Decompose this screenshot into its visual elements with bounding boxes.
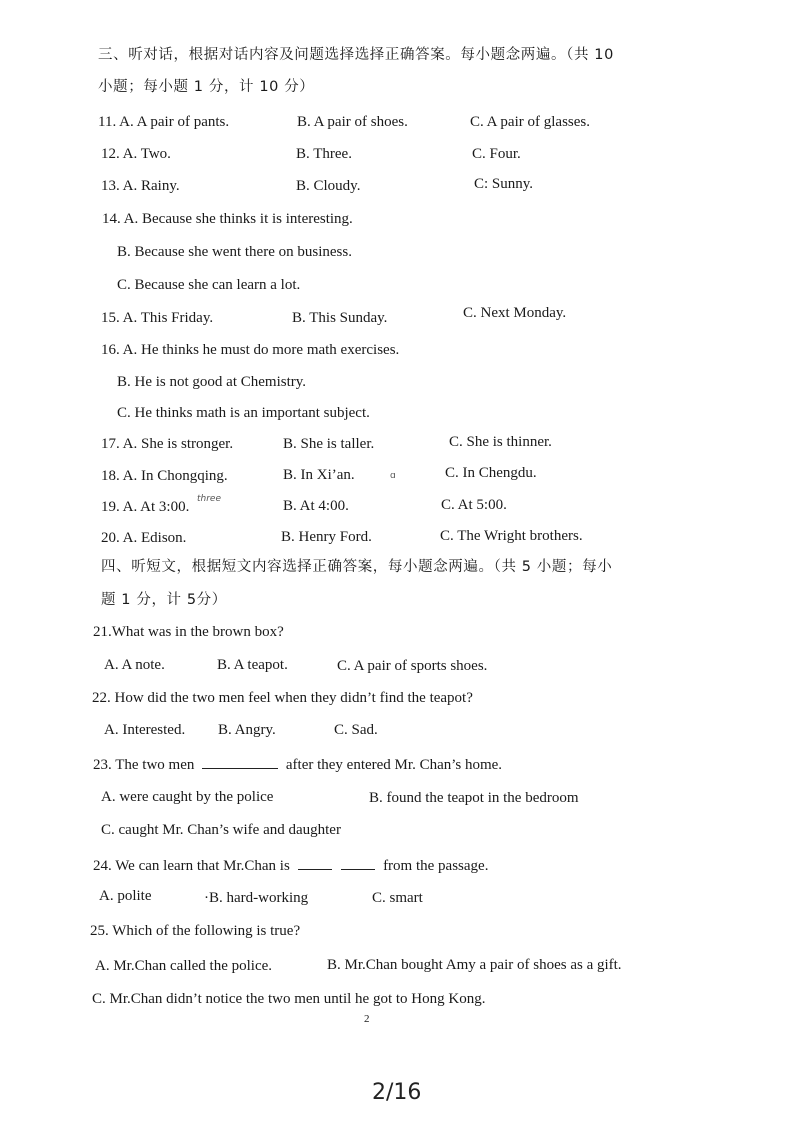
q24-question xyxy=(93,855,488,876)
q17-option-a: 17. A. She is stronger. xyxy=(101,436,234,452)
q15-option-c: C. Next Monday. xyxy=(463,305,567,321)
q21-option-a: A. A note. xyxy=(104,657,165,673)
q20-option-a: 20. A. Edison. xyxy=(101,530,187,546)
q12-option-c: C. Four. xyxy=(472,146,521,162)
q23-option-c: C. caught Mr. Chan’s wife and daughter xyxy=(101,822,341,838)
q23-question xyxy=(93,754,502,775)
q20-option-c: C. The Wright brothers. xyxy=(440,528,583,544)
q11-option-a: 11. A. A pair of pants. xyxy=(98,114,230,130)
q16-option-a: 16. A. He thinks he must do more math exercises. xyxy=(101,342,400,358)
q24-option-b: ·B. hard-working xyxy=(204,890,309,906)
q19-handwritten-note: three xyxy=(197,494,222,504)
q16-option-b: B. He is not good at Chemistry. xyxy=(117,374,307,390)
q17-option-b: B. She is taller. xyxy=(283,436,375,452)
q24-answer-blank-1 xyxy=(298,855,332,870)
q21-option-b: B. A teapot. xyxy=(217,657,288,673)
q14-option-c: C. Because she can learn a lot. xyxy=(117,277,301,293)
q12-option-b: B. Three. xyxy=(296,146,352,162)
stray-mark: ɑ xyxy=(390,471,396,481)
q24-question-end: from the passage. xyxy=(383,858,489,874)
q23-option-a: A. were caught by the police xyxy=(101,789,274,805)
q13-option-a: 13. A. Rainy. xyxy=(101,178,180,194)
q13-option-b: B. Cloudy. xyxy=(296,178,361,194)
q15-option-a: 15. A. This Friday. xyxy=(101,310,214,326)
q24-question-start: 24. We can learn that Mr.Chan is xyxy=(93,858,290,874)
q11-option-b: B. A pair of shoes. xyxy=(297,114,408,130)
q23-question-start: 23. The two men xyxy=(93,757,195,773)
q22-option-b: B. Angry. xyxy=(218,722,276,738)
q24-answer-blank-2 xyxy=(341,855,375,870)
q25-question: 25. Which of the following is true? xyxy=(90,923,301,939)
section4-heading-line1: 四、听短文，根据短文内容选择正确答案，每小题念两遍。（共 5 小题；每小 xyxy=(101,559,613,575)
q18-option-a: 18. A. In Chongqing. xyxy=(101,468,228,484)
q25-option-c: C. Mr.Chan didn’t notice the two men until he got to Hong Kong. xyxy=(92,991,486,1007)
q19-option-a: 19. A. At 3:00. xyxy=(101,499,190,515)
q18-option-c: C. In Chengdu. xyxy=(445,465,537,481)
q11-option-c: C. A pair of glasses. xyxy=(470,114,590,130)
q18-option-b: B. In Xi’an. xyxy=(283,467,355,483)
printed-page-number: 2 xyxy=(364,1013,370,1025)
q21-question: 21.What was in the brown box? xyxy=(93,624,284,640)
section3-heading-line2: 小题；每小题 1 分，计 10 分） xyxy=(98,79,315,95)
section3-heading-line1: 三、听对话，根据对话内容及问题选择选择正确答案。每小题念两遍。（共 10 xyxy=(98,47,614,63)
q22-option-c: C. Sad. xyxy=(334,722,378,738)
q19-option-b: B. At 4:00. xyxy=(283,498,349,514)
q15-option-b: B. This Sunday. xyxy=(292,310,388,326)
q17-option-c: C. She is thinner. xyxy=(449,434,552,450)
q21-option-c: C. A pair of sports shoes. xyxy=(337,658,488,674)
q22-option-a: A. Interested. xyxy=(104,722,186,738)
q23-answer-blank xyxy=(202,754,278,769)
q24-option-c: C. smart xyxy=(372,890,423,906)
q13-option-c: C: Sunny. xyxy=(474,176,534,192)
q14-option-b: B. Because she went there on business. xyxy=(117,244,352,260)
q23-question-end: after they entered Mr. Chan’s home. xyxy=(285,757,503,773)
q14-option-a: 14. A. Because she thinks it is interesting. xyxy=(102,211,353,227)
q25-option-b: B. Mr.Chan bought Amy a pair of shoes as a gift. xyxy=(327,957,622,973)
section4-heading-line2: 题 1 分，计 5分） xyxy=(101,592,227,608)
q24-option-a: A. polite xyxy=(99,888,152,904)
q25-option-a: A. Mr.Chan called the police. xyxy=(95,958,273,974)
q19-option-c: C. At 5:00. xyxy=(441,497,507,513)
q16-option-c: C. He thinks math is an important subject. xyxy=(117,405,370,421)
q12-option-a: 12. A. Two. xyxy=(101,146,171,162)
q23-option-b: B. found the teapot in the bedroom xyxy=(369,790,579,806)
q22-question: 22. How did the two men feel when they didn’t find the teapot? xyxy=(92,690,473,706)
q20-option-b: B. Henry Ford. xyxy=(281,529,372,545)
pager-indicator: 2/16 xyxy=(372,1080,422,1105)
